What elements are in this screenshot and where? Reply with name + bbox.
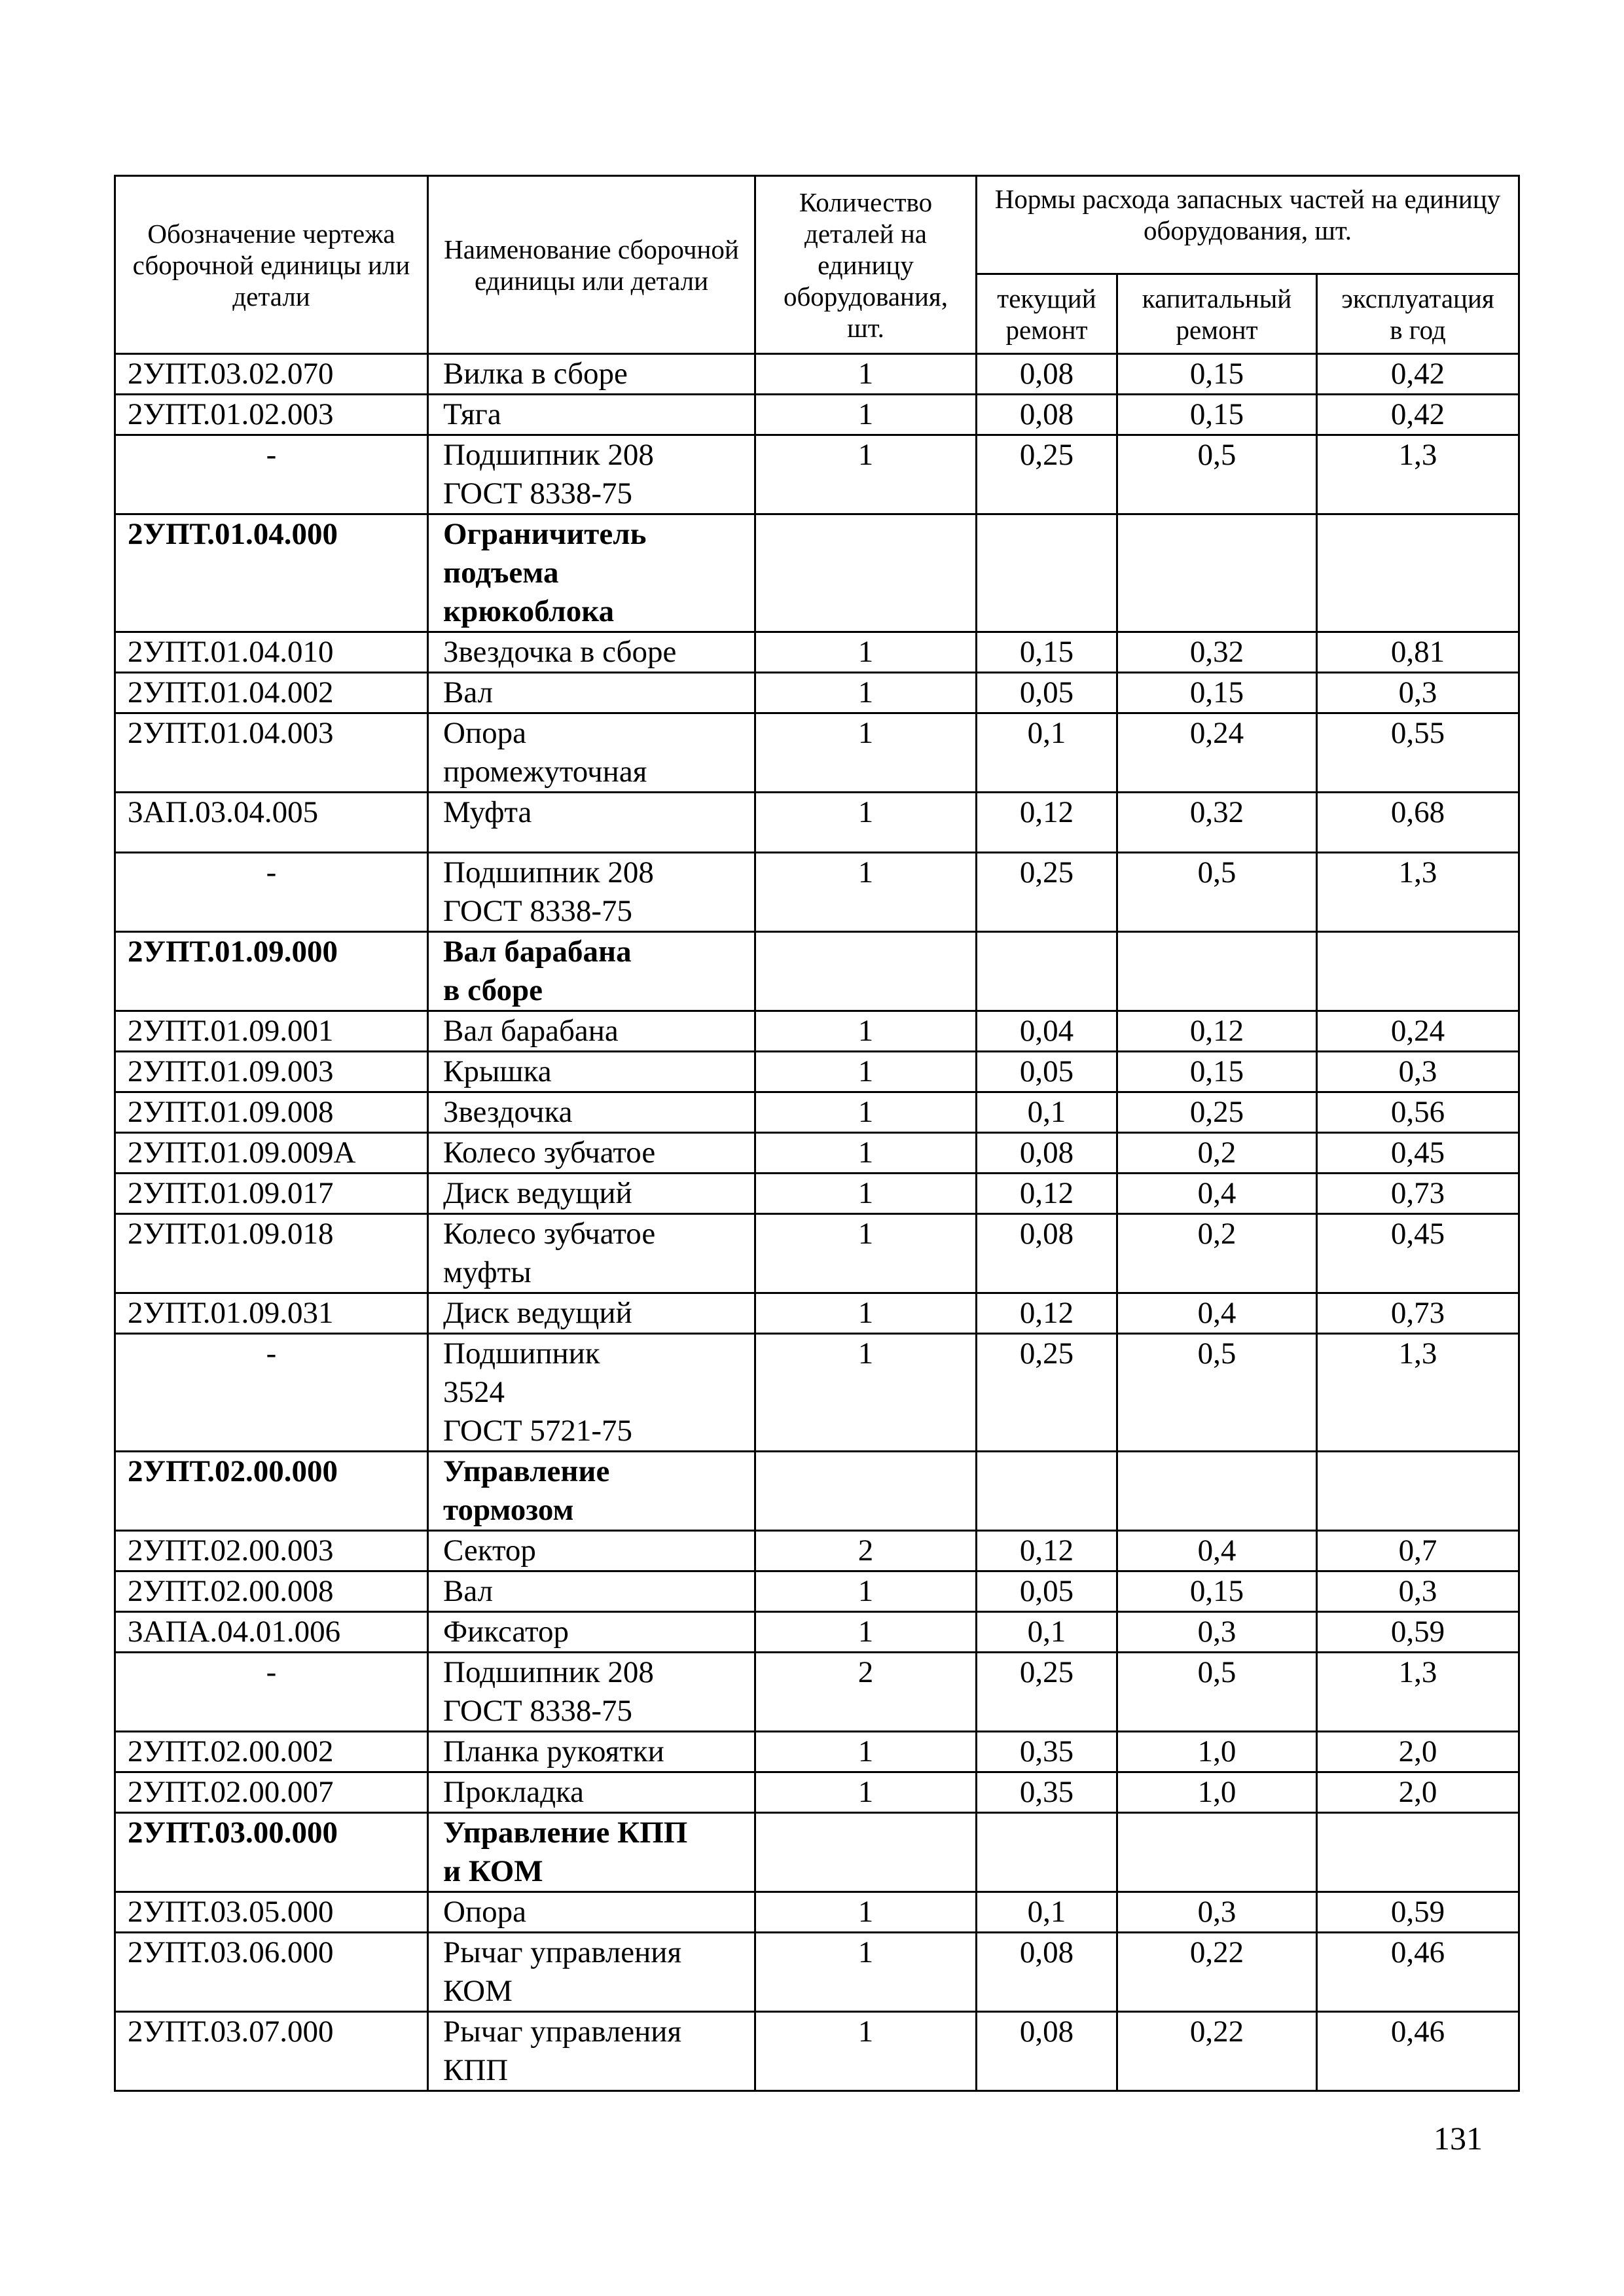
cell-operation: 1,3 <box>1317 853 1519 932</box>
table-row <box>115 1531 1519 1571</box>
cell-name: Подшипник 208 ГОСТ 8338-75 <box>428 853 755 932</box>
cell-operation: 0,24 <box>1317 1011 1519 1052</box>
cell-quantity: 1 <box>755 1571 977 1612</box>
cell-operation: 0,3 <box>1317 1571 1519 1612</box>
cell-name: Звездочка в сборе <box>428 632 755 673</box>
table-row <box>115 853 1519 932</box>
cell-capital-repair: 0,15 <box>1117 673 1317 713</box>
section-row <box>115 1452 1519 1531</box>
cell-operation: 1,3 <box>1317 1653 1519 1732</box>
cell-code: - <box>115 435 428 514</box>
section-row <box>115 514 1519 632</box>
cell-quantity: 1 <box>755 1092 977 1133</box>
cell-quantity: 1 <box>755 1933 977 2012</box>
cell-code: 2УПТ.01.09.031 <box>115 1293 428 1334</box>
cell-capital-repair: 0,2 <box>1117 1133 1317 1174</box>
cell-capital-repair: 0,15 <box>1117 1052 1317 1092</box>
table-row <box>115 1653 1519 1732</box>
cell-operation: 2,0 <box>1317 1732 1519 1772</box>
cell-code: 2УПТ.01.09.000 <box>115 932 428 1011</box>
cell-capital-repair: 0,5 <box>1117 435 1317 514</box>
cell-current-repair: 0,25 <box>977 1653 1117 1732</box>
cell-capital-repair: 0,32 <box>1117 632 1317 673</box>
cell-name: Управление КПП и КОМ <box>428 1813 755 1892</box>
cell-capital-repair <box>1117 1452 1317 1531</box>
cell-operation: 0,42 <box>1317 395 1519 435</box>
cell-current-repair: 0,1 <box>977 1892 1117 1933</box>
page-number: 131 <box>1434 2120 1483 2157</box>
cell-current-repair: 0,12 <box>977 1293 1117 1334</box>
cell-name: Подшипник 208 ГОСТ 8338-75 <box>428 1653 755 1732</box>
cell-operation: 0,3 <box>1317 673 1519 713</box>
cell-code: 2УПТ.01.09.009А <box>115 1133 428 1174</box>
cell-name: Вилка в сборе <box>428 354 755 395</box>
cell-current-repair: 0,25 <box>977 1334 1117 1452</box>
cell-current-repair: 0,35 <box>977 1732 1117 1772</box>
cell-code: 2УПТ.01.04.002 <box>115 673 428 713</box>
cell-capital-repair: 0,4 <box>1117 1531 1317 1571</box>
cell-operation: 0,56 <box>1317 1092 1519 1133</box>
cell-operation: 0,45 <box>1317 1133 1519 1174</box>
cell-code: 3АПА.04.01.006 <box>115 1612 428 1653</box>
cell-name: Планка рукоятки <box>428 1732 755 1772</box>
cell-operation: 0,45 <box>1317 1214 1519 1293</box>
cell-current-repair: 0,25 <box>977 853 1117 932</box>
cell-code: - <box>115 853 428 932</box>
cell-quantity: 1 <box>755 2012 977 2091</box>
cell-current-repair: 0,1 <box>977 713 1117 793</box>
cell-capital-repair: 0,24 <box>1117 713 1317 793</box>
cell-current-repair: 0,05 <box>977 1571 1117 1612</box>
cell-code: 2УПТ.03.05.000 <box>115 1892 428 1933</box>
cell-quantity: 1 <box>755 1612 977 1653</box>
cell-operation: 0,73 <box>1317 1293 1519 1334</box>
cell-operation: 1,3 <box>1317 1334 1519 1452</box>
cell-capital-repair: 0,5 <box>1117 1653 1317 1732</box>
header-quantity: Количество деталей на единицу оборудования, шт. <box>755 176 977 354</box>
cell-code: 2УПТ.02.00.000 <box>115 1452 428 1531</box>
cell-operation: 0,59 <box>1317 1612 1519 1653</box>
cell-current-repair: 0,1 <box>977 1092 1117 1133</box>
table-body <box>115 354 1519 2091</box>
cell-capital-repair: 0,22 <box>1117 2012 1317 2091</box>
cell-operation: 0,68 <box>1317 793 1519 853</box>
cell-capital-repair: 1,0 <box>1117 1772 1317 1813</box>
cell-capital-repair: 0,22 <box>1117 1933 1317 2012</box>
cell-quantity: 1 <box>755 1011 977 1052</box>
table-row <box>115 1772 1519 1813</box>
cell-code: 2УПТ.01.09.018 <box>115 1214 428 1293</box>
cell-capital-repair: 0,3 <box>1117 1892 1317 1933</box>
section-row <box>115 1813 1519 1892</box>
cell-name: Крышка <box>428 1052 755 1092</box>
cell-code: - <box>115 1334 428 1452</box>
cell-operation <box>1317 514 1519 632</box>
cell-name: Подшипник 208 ГОСТ 8338-75 <box>428 435 755 514</box>
cell-capital-repair: 0,15 <box>1117 1571 1317 1612</box>
cell-quantity: 1 <box>755 435 977 514</box>
table-row <box>115 1571 1519 1612</box>
spare-parts-table <box>114 175 1520 2092</box>
table-row <box>115 1092 1519 1133</box>
cell-quantity <box>755 514 977 632</box>
cell-operation: 0,3 <box>1317 1052 1519 1092</box>
cell-code: 2УПТ.01.09.008 <box>115 1092 428 1133</box>
cell-name: Вал барабана <box>428 1011 755 1052</box>
table-row <box>115 713 1519 793</box>
cell-current-repair: 0,08 <box>977 1933 1117 2012</box>
cell-current-repair: 0,12 <box>977 793 1117 853</box>
cell-operation <box>1317 932 1519 1011</box>
cell-operation: 0,81 <box>1317 632 1519 673</box>
table-row <box>115 1293 1519 1334</box>
cell-code: 2УПТ.01.04.003 <box>115 713 428 793</box>
cell-current-repair: 0,08 <box>977 2012 1117 2091</box>
cell-capital-repair: 0,3 <box>1117 1612 1317 1653</box>
cell-operation: 2,0 <box>1317 1772 1519 1813</box>
cell-current-repair: 0,04 <box>977 1011 1117 1052</box>
cell-current-repair: 0,12 <box>977 1531 1117 1571</box>
cell-capital-repair: 0,5 <box>1117 1334 1317 1452</box>
cell-quantity: 1 <box>755 713 977 793</box>
cell-quantity: 1 <box>755 1732 977 1772</box>
cell-name: Вал <box>428 1571 755 1612</box>
cell-operation: 0,73 <box>1317 1174 1519 1214</box>
cell-capital-repair: 0,5 <box>1117 853 1317 932</box>
cell-quantity: 1 <box>755 673 977 713</box>
cell-capital-repair: 0,2 <box>1117 1214 1317 1293</box>
table-row <box>115 1612 1519 1653</box>
cell-capital-repair: 0,4 <box>1117 1293 1317 1334</box>
table-row <box>115 793 1519 853</box>
cell-code: 3АП.03.04.005 <box>115 793 428 853</box>
table-row <box>115 1133 1519 1174</box>
cell-name: Вал <box>428 673 755 713</box>
cell-current-repair <box>977 1813 1117 1892</box>
cell-name: Опора <box>428 1892 755 1933</box>
cell-quantity: 1 <box>755 793 977 853</box>
cell-current-repair <box>977 1452 1117 1531</box>
cell-current-repair: 0,08 <box>977 1133 1117 1174</box>
cell-quantity: 1 <box>755 853 977 932</box>
cell-quantity <box>755 1452 977 1531</box>
header-capital-repair: капитальный ремонт <box>1117 274 1317 354</box>
cell-operation: 0,7 <box>1317 1531 1519 1571</box>
cell-capital-repair <box>1117 932 1317 1011</box>
cell-quantity <box>755 932 977 1011</box>
cell-name: Фиксатор <box>428 1612 755 1653</box>
cell-current-repair: 0,1 <box>977 1612 1117 1653</box>
cell-capital-repair <box>1117 514 1317 632</box>
cell-quantity: 2 <box>755 1653 977 1732</box>
cell-quantity: 1 <box>755 1174 977 1214</box>
cell-name: Вал барабана в сборе <box>428 932 755 1011</box>
cell-name: Колесо зубчатое муфты <box>428 1214 755 1293</box>
cell-operation: 1,3 <box>1317 435 1519 514</box>
cell-code: 2УПТ.02.00.003 <box>115 1531 428 1571</box>
cell-code: 2УПТ.01.02.003 <box>115 395 428 435</box>
cell-current-repair: 0,12 <box>977 1174 1117 1214</box>
cell-capital-repair: 1,0 <box>1117 1732 1317 1772</box>
cell-code: 2УПТ.02.00.002 <box>115 1732 428 1772</box>
cell-capital-repair: 0,15 <box>1117 395 1317 435</box>
cell-operation: 0,46 <box>1317 1933 1519 2012</box>
cell-current-repair: 0,35 <box>977 1772 1117 1813</box>
cell-operation <box>1317 1813 1519 1892</box>
cell-quantity: 1 <box>755 632 977 673</box>
cell-name: Звездочка <box>428 1092 755 1133</box>
table-row <box>115 435 1519 514</box>
header-norms: Нормы расхода запасных частей на единицу оборудования, шт. <box>977 176 1519 274</box>
cell-name: Рычаг управления КОМ <box>428 1933 755 2012</box>
cell-code: 2УПТ.01.09.017 <box>115 1174 428 1214</box>
cell-quantity: 1 <box>755 1892 977 1933</box>
cell-current-repair: 0,05 <box>977 1052 1117 1092</box>
cell-capital-repair: 0,15 <box>1117 354 1317 395</box>
cell-code: 2УПТ.03.00.000 <box>115 1813 428 1892</box>
header-operation: эксплуатация в год <box>1317 274 1519 354</box>
cell-code: 2УПТ.01.09.001 <box>115 1011 428 1052</box>
cell-name: Колесо зубчатое <box>428 1133 755 1174</box>
cell-code: 2УПТ.01.04.000 <box>115 514 428 632</box>
cell-quantity: 1 <box>755 1214 977 1293</box>
cell-name: Сектор <box>428 1531 755 1571</box>
table-row <box>115 1011 1519 1052</box>
cell-quantity: 2 <box>755 1531 977 1571</box>
table-row <box>115 1334 1519 1452</box>
table-row <box>115 1214 1519 1293</box>
section-row <box>115 932 1519 1011</box>
cell-code: 2УПТ.03.02.070 <box>115 354 428 395</box>
cell-capital-repair: 0,32 <box>1117 793 1317 853</box>
cell-capital-repair: 0,4 <box>1117 1174 1317 1214</box>
cell-current-repair: 0,08 <box>977 354 1117 395</box>
cell-code: 2УПТ.02.00.008 <box>115 1571 428 1612</box>
cell-operation: 0,59 <box>1317 1892 1519 1933</box>
header-current-repair: текущий ремонт <box>977 274 1117 354</box>
cell-name: Муфта <box>428 793 755 853</box>
cell-quantity: 1 <box>755 395 977 435</box>
cell-code: 2УПТ.02.00.007 <box>115 1772 428 1813</box>
cell-current-repair: 0,05 <box>977 673 1117 713</box>
cell-current-repair: 0,08 <box>977 1214 1117 1293</box>
cell-name: Диск ведущий <box>428 1174 755 1214</box>
cell-code: 2УПТ.01.09.003 <box>115 1052 428 1092</box>
table-row <box>115 673 1519 713</box>
table-row <box>115 354 1519 395</box>
table-row <box>115 1732 1519 1772</box>
cell-capital-repair: 0,25 <box>1117 1092 1317 1133</box>
cell-quantity: 1 <box>755 1772 977 1813</box>
cell-capital-repair: 0,12 <box>1117 1011 1317 1052</box>
header-name: Наименование сборочной единицы или детали <box>428 176 755 354</box>
cell-current-repair: 0,15 <box>977 632 1117 673</box>
table-row <box>115 395 1519 435</box>
cell-operation: 0,42 <box>1317 354 1519 395</box>
cell-quantity: 1 <box>755 1334 977 1452</box>
cell-name: Управление тормозом <box>428 1452 755 1531</box>
table-row <box>115 1174 1519 1214</box>
cell-code: - <box>115 1653 428 1732</box>
cell-code: 2УПТ.03.07.000 <box>115 2012 428 2091</box>
cell-code: 2УПТ.03.06.000 <box>115 1933 428 2012</box>
table-row <box>115 1052 1519 1092</box>
table-row <box>115 1892 1519 1933</box>
cell-name: Прокладка <box>428 1772 755 1813</box>
cell-name: Тяга <box>428 395 755 435</box>
table-row <box>115 1933 1519 2012</box>
cell-current-repair: 0,25 <box>977 435 1117 514</box>
cell-name: Рычаг управления КПП <box>428 2012 755 2091</box>
cell-quantity: 1 <box>755 354 977 395</box>
cell-name: Ограничитель подъема крюкоблока <box>428 514 755 632</box>
cell-current-repair: 0,08 <box>977 395 1117 435</box>
cell-capital-repair <box>1117 1813 1317 1892</box>
cell-current-repair <box>977 514 1117 632</box>
cell-name: Диск ведущий <box>428 1293 755 1334</box>
cell-operation: 0,46 <box>1317 2012 1519 2091</box>
header-designation: Обозначение чертежа сборочной единицы или детали <box>115 176 428 354</box>
cell-quantity: 1 <box>755 1293 977 1334</box>
table-row <box>115 2012 1519 2091</box>
cell-name: Опора промежуточная <box>428 713 755 793</box>
table-row <box>115 632 1519 673</box>
cell-current-repair <box>977 932 1117 1011</box>
cell-operation: 0,55 <box>1317 713 1519 793</box>
cell-code: 2УПТ.01.04.010 <box>115 632 428 673</box>
cell-quantity <box>755 1813 977 1892</box>
cell-name: Подшипник 3524 ГОСТ 5721-75 <box>428 1334 755 1452</box>
cell-quantity: 1 <box>755 1052 977 1092</box>
cell-operation <box>1317 1452 1519 1531</box>
cell-quantity: 1 <box>755 1133 977 1174</box>
